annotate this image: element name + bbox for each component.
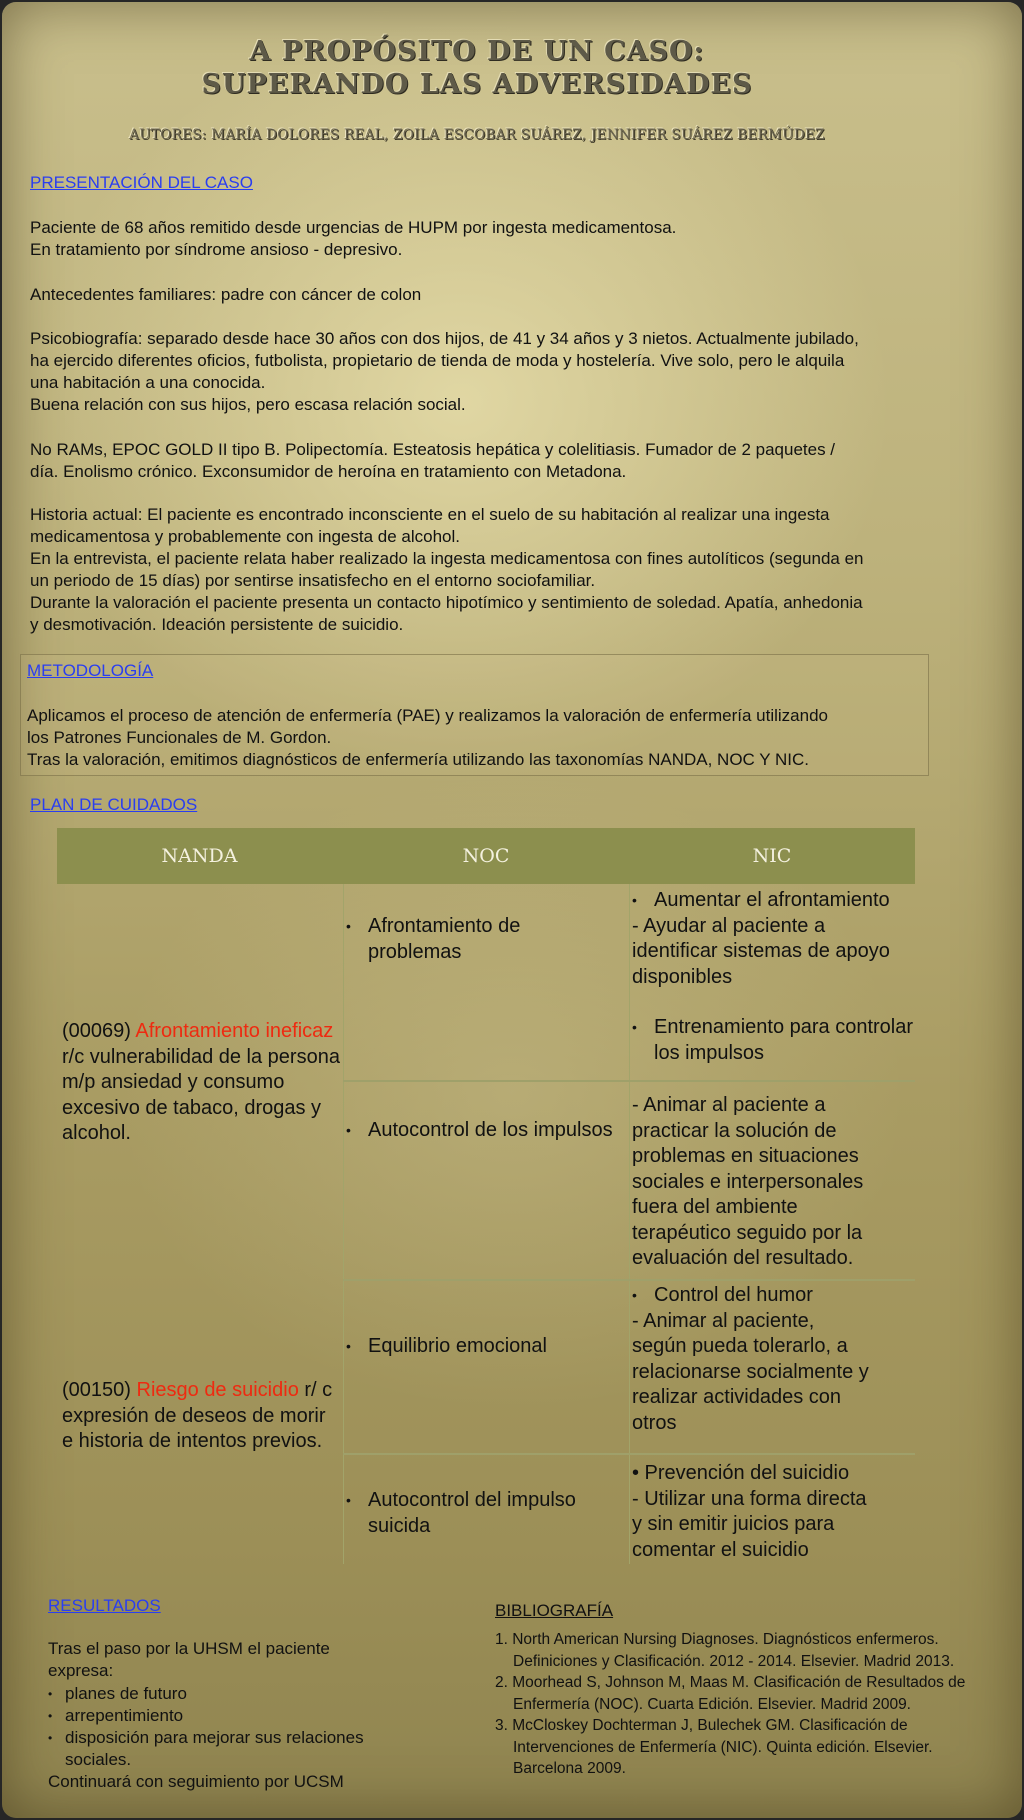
resultados-closing: Continuará con seguimiento por UCSM — [48, 1772, 344, 1791]
nic-cell-3 — [632, 1283, 922, 1436]
presentacion-paragraph-2: Antecedentes familiares: padre con cáncer de colon — [30, 285, 422, 304]
nic-intervention: Control del humor — [654, 1284, 813, 1306]
table-divider-vertical-1 — [343, 884, 344, 1564]
nanda-code: (00150) — [62, 1379, 137, 1401]
noc-item-1: • Afrontamiento de problemas — [346, 915, 521, 963]
presentacion-heading[interactable]: PRESENTACIÓN DEL CASO — [30, 173, 253, 192]
metodologia-heading[interactable]: METODOLOGÍA — [27, 661, 154, 680]
bullet-icon: • — [346, 1492, 351, 1508]
reference-item: 3. McCloskey Dochterman J, Bulechek GM. Clasificación de Intervenciones de Enfermería (NIC). Quinta edición. Elsevier. Barcelona 2009. — [495, 1717, 933, 1777]
table-divider-row-3 — [343, 1453, 915, 1455]
bullet-icon: • — [346, 918, 351, 934]
nanda-diagnosis-00069 — [62, 1019, 342, 1147]
list-item: • disposición para mejorar sus relaciones sociales. — [48, 1728, 364, 1769]
nanda-description: r/ c expresión de deseos de morir e historia de intentos previos. — [62, 1379, 333, 1452]
bullet-icon: • — [346, 1338, 351, 1354]
presentacion-paragraph-4: No RAMs, EPOC GOLD II tipo B. Polipectomía. Esteatosis hepática y colelitiasis. Fumador de 2 paquetes / día. Enolismo crónico. Exconsumidor de heroína en tratamiento con Metadona. — [30, 440, 836, 481]
care-plan-table-header — [57, 828, 915, 884]
nic-intervention: Entrenamiento para controlar los impulsos — [654, 1016, 914, 1064]
nanda-description: r/c vulnerabilidad de la persona m/p ansiedad y consumo excesivo de tabaco, drogas y alcohol. — [62, 1045, 340, 1144]
noc-item-3: • Equilibrio emocional — [346, 1334, 616, 1360]
nic-intervention: Aumentar el afrontamiento — [654, 889, 890, 911]
resultados-heading[interactable]: RESULTADOS — [48, 1596, 161, 1615]
nic-cell-1 — [632, 888, 922, 1066]
nic-activity: - Animar al paciente, según pueda tolerarlo, a relacionarse socialmente y realizar actividades con otros — [632, 1309, 869, 1434]
nanda-label-highlight: Afrontamiento ineficaz — [135, 1020, 334, 1042]
nic-cell-2: - Animar al paciente a practicar la solución de problemas en situaciones sociales e interpersonales fuera del ambiente terapéutico seguido por la evaluación del resultado. — [632, 1094, 864, 1269]
metodologia-paragraph: Aplicamos el proceso de atención de enfermería (PAE) y realizamos la valoración de enfermería utilizando los Patrones Funcionales de M. Gordon. Tras la valoración, emitimos diagnósticos de enfermería utilizando las taxonomías NANDA, NOC Y NIC. — [27, 706, 828, 769]
presentacion-paragraph-5: Historia actual: El paciente es encontrado inconsciente en el suelo de su habitación al realizar una ingesta medicamentosa y probablemente con ingesta de alcohol. En la entrevista, el paciente relata haber realizado la ingesta medicamentosa con fines autolíticos (segunda en un periodo de 15 días) por sentirse insatisfecho en el entorno sociofamiliar. Durante la valoración el paciente presenta un contacto hipotímico y sentimiento de soledad. Apatía, anhedonia y desmotivación. Ideación persistente de suicidio. — [30, 505, 864, 634]
bullet-icon: • — [632, 1019, 637, 1035]
noc-item-4: • Autocontrol del impulso suicida — [346, 1489, 576, 1537]
reference-item: 2. Moorhead S, Johnson M, Maas M. Clasificación de Resultados de Enfermería (NOC). Cuarta Edición. Elsevier. Madrid 2009. — [495, 1674, 966, 1713]
nanda-diagnosis-00150 — [62, 1378, 342, 1455]
presentacion-paragraph-1: Paciente de 68 años remitido desde urgencias de HUPM por ingesta medicamentosa. En tratamiento por síndrome ansioso - depresivo. — [30, 218, 677, 259]
bullet-icon: • — [632, 1287, 637, 1303]
poster — [2, 2, 1022, 1818]
poster-title-line-2: SUPERANDO LAS ADVERSIDADES — [201, 69, 753, 100]
bullet-icon: • — [346, 1122, 351, 1138]
bullet-icon: • — [48, 1709, 53, 1723]
list-item: • planes de futuro — [48, 1684, 187, 1703]
presentacion-paragraph-3: Psicobiografía: separado desde hace 30 años con dos hijos, de 41 y 34 años y 3 nietos. Actualmente jubilado, ha ejercido diferentes oficios, futbolista, propietario de tienda de moda y hostelería. Vive solo, pero le alquila una habitación a una conocida. Buena relación con sus hijos, pero escasa relación social. — [30, 329, 859, 414]
plan-heading[interactable]: PLAN DE CUIDADOS — [30, 795, 198, 814]
nic-activity: - Ayudar al paciente a identificar sistemas de apoyo disponibles — [632, 914, 890, 988]
bibliografia-heading: BIBLIOGRAFÍA — [495, 1601, 614, 1620]
bullet-icon: • — [48, 1687, 53, 1701]
nanda-code: (00069) — [62, 1020, 136, 1042]
nic-activity: - Utilizar una forma directa y sin emitir juicios para comentar el suicidio — [632, 1487, 867, 1561]
column-header-noc: NOC — [462, 845, 510, 867]
noc-item-2: • Autocontrol de los impulsos — [346, 1118, 616, 1144]
table-divider-row-1 — [343, 1080, 915, 1082]
column-header-nanda: NANDA — [161, 845, 238, 867]
table-divider-row-2 — [343, 1279, 915, 1281]
nanda-label-highlight: Riesgo de suicidio — [136, 1379, 299, 1401]
reference-item: 1. North American Nursing Diagnoses. Diagnósticos enfermeros. Definiciones y Clasificación. 2012 - 2014. Elsevier. Madrid 2013. — [495, 1631, 955, 1670]
nic-intervention: • Prevención del suicidio — [632, 1462, 850, 1484]
poster-title-line-1: A PROPÓSITO DE UN CASO: — [249, 36, 705, 67]
column-header-nic: NIC — [752, 845, 792, 867]
table-divider-vertical-2 — [629, 884, 630, 1564]
bibliografia-list — [495, 1629, 1005, 1780]
bullet-icon: • — [632, 892, 637, 908]
list-item: • arrepentimiento — [48, 1706, 184, 1725]
bullet-icon: • — [48, 1731, 53, 1745]
nic-cell-4 — [632, 1461, 922, 1563]
resultados-list — [48, 1683, 418, 1771]
authors-line: AUTORES: MARÍA DOLORES REAL, ZOILA ESCOBAR SUÁREZ, JENNIFER SUÁREZ BERMÚDEZ — [129, 127, 825, 143]
resultados-intro: Tras el paso por la UHSM el paciente expresa: — [48, 1639, 330, 1680]
